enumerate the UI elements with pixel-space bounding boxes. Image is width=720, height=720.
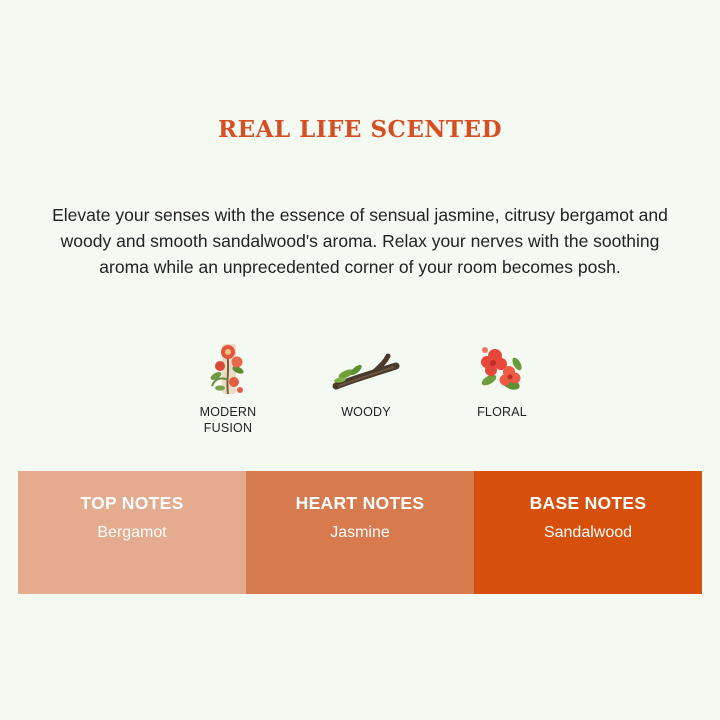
scent-family-icons: [0, 340, 720, 450]
product-description: Elevate your senses with the essence of sensual jasmine, citrusy bergamot and woody and smooth sandalwood's aroma. Relax your nerves with the soothing aroma while an unprecedented corner of your room becomes posh.: [52, 205, 668, 277]
icon-label: FLORAL: [477, 405, 527, 419]
wood-stick-icon: [326, 340, 406, 398]
heart-notes-panel: [246, 471, 474, 594]
base-notes-panel: [474, 471, 702, 594]
note-value: Sandalwood: [543, 524, 633, 541]
note-title: TOP NOTES: [80, 493, 184, 513]
note-value: Jasmine: [330, 524, 390, 541]
top-notes-panel: [18, 471, 246, 594]
icon-item-woody: [306, 340, 426, 420]
note-value: Bergamot: [97, 524, 167, 541]
page-title: REAL LIFE SCENTED: [217, 116, 503, 143]
flower-branch-icon: [198, 340, 258, 398]
icon-label: WOODY: [341, 405, 391, 419]
note-title: HEART NOTES: [295, 493, 425, 513]
fragrance-notes: [18, 471, 702, 594]
icon-item-floral: [442, 340, 562, 420]
note-title: BASE NOTES: [529, 493, 647, 513]
icon-item-modern-fusion: [168, 340, 288, 436]
icon-label: MODERN FUSION: [199, 405, 257, 435]
hibiscus-icon: [471, 340, 533, 398]
